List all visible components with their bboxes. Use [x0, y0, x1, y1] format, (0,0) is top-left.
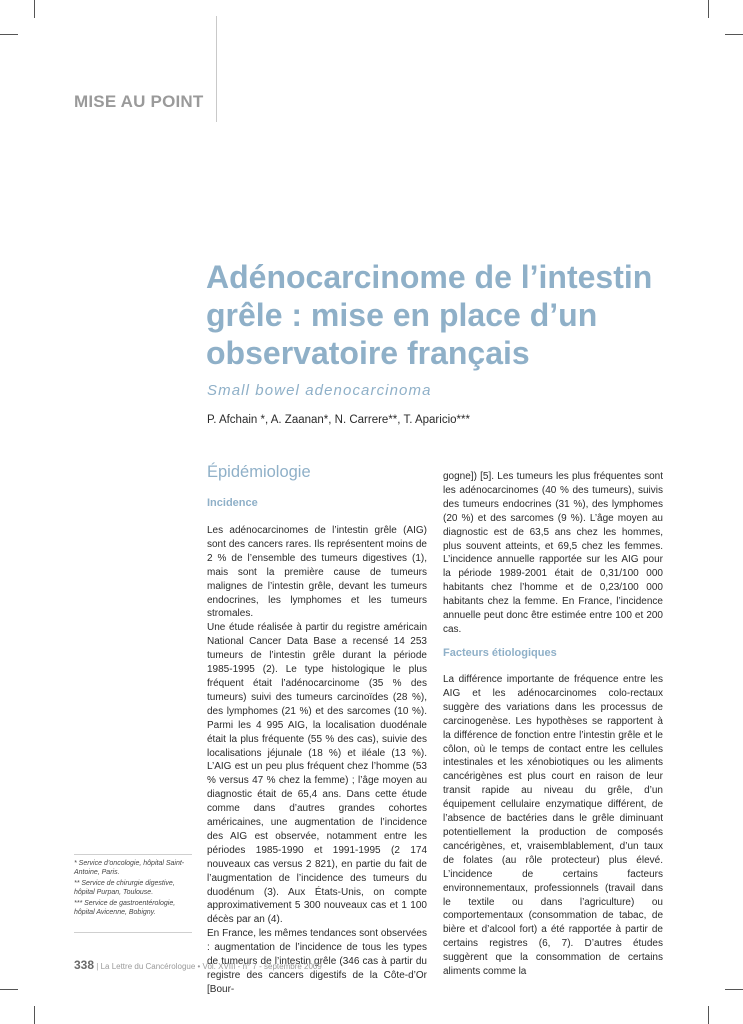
article-title: Adénocarcinome de l’intestin grêle : mise en place d’un observatoire français	[206, 259, 653, 371]
author-list: P. Afchain *, A. Zaanan*, N. Carrere**, T. Aparicio***	[207, 414, 470, 426]
crop-mark-bottom-right-h	[725, 989, 743, 990]
section-heading: Épidémiologie	[207, 463, 311, 481]
header-vertical-rule	[216, 16, 217, 122]
crop-mark-top-left-v	[34, 0, 35, 18]
paragraph: gogne]) [5]. Les tumeurs les plus fréquentes sont les adénocarcinomes (40 % des tumeurs), suivis des tumeurs endocrines (31 %), des lymphomes (20 %) et des sarcomes (9 %). L’âge moyen au diagnostic est de 63,5 ans chez les hommes, plus souvent atteints, et 69,5 chez les femmes. L’incidence annuelle rapportée sur les AIG pour la période 1989-2001 était de 0,31/100 000 habitants chez l’homme et de 0,23/100 000 habitants chez la femme. En France, l’incidence annuelle peut donc être estimée entre 100 et 200 cas.	[443, 471, 663, 635]
crop-mark-top-left-h	[0, 34, 18, 35]
page-footer	[74, 958, 322, 972]
body-column-right	[443, 470, 663, 637]
crop-mark-bottom-left-v	[34, 1006, 35, 1024]
footnote: * Service d’oncologie, hôpital Saint-Antoine, Paris.	[74, 860, 185, 876]
paragraph: Une étude réalisée à partir du registre américain National Cancer Data Base a recensé 14 253 tumeurs de l’intestin grêle durant la période 1985-1995 (2). Le type histologique le plus fréquent était l’adénocarcinome (35 % des tumeurs) suivi des tumeurs carcinoïdes (28 %), des lymphomes (21 %) et des sarcomes (10 %). Parmi les 4 995 AIG, la localisation duodénale était la plus fréquente (55 % des cas), suivie des localisations jéjunale (18 %) et iléale (13 %). L’AIG est un peu plus fréquent chez l’homme (53 % versus 47 % chez la femme) ; l’âge moyen au diagnostic était de 65,4 ans. Dans cette étude comme dans d’autres grandes cohortes américaines, une augmentation de l’incidence des AIG est observée, notamment entre les périodes 1985-1990 et 1991-1995 (2 174 nouveaux cas versus 2 821), en partie du fait de l’augmentation de l’incidence des tumeurs du duodénum (3). Aux États-Unis, on compte approximativement 5 300 nouveaux cas et 1 100 décès par an (4).	[207, 622, 427, 926]
journal-citation: | La Lettre du Cancérologue • Vol. XVIII - n° 7 - septembre 2009	[96, 962, 322, 971]
paragraph: En France, les mêmes tendances sont observées : augmentation de l’incidence de tous les types de tumeurs de l’intestin grêle (346 cas à partir du registre des cancers digestifs de la Côte-d’Or [Bour-	[207, 928, 427, 995]
body-column-right-continued	[443, 673, 663, 979]
subheading-incidence: Incidence	[207, 497, 258, 509]
affiliation-footnotes	[74, 860, 192, 921]
section-label: MISE AU POINT	[74, 92, 204, 111]
body-column-left	[207, 524, 427, 997]
article-subtitle: Small bowel adenocarcinoma	[207, 382, 432, 399]
footnote: *** Service de gastroentérologie, hôpital Avicenne, Bobigny.	[74, 900, 176, 916]
paragraph: La différence importante de fréquence entre les AIG et les adénocarcinomes colo-rectaux suggère des variations dans les processus de carcinogenèse. Les hypothèses se rapportent à la différence de fonction entre l’intestin grêle et le côlon, où le temps de contact entre les cellules intestinales et les xénobiotiques ou les aliments cancérigènes est plus court en raison de leur transit rapide au niveau du grêle, d’un équipement cellulaire enzymatique différent, de l’absence de bactéries dans le grêle diminuant potentiellement la production de composés cancérigènes, et, vraisemblablement, d’un taux de folates (au rôle protecteur) plus élevé. L’incidence de certains facteurs environnementaux, professionnels (travail dans le textile ou dans l’agriculture) ou comportementaux (consommation de tabac, de bière et d’alcool fort) a été rapportée à partir de certains registres (6, 7). D’autres études suggèrent que la consommation de certains aliments comme la	[443, 674, 663, 978]
footnote-rule-bottom	[74, 932, 192, 933]
crop-mark-bottom-right-v	[708, 1006, 709, 1024]
crop-mark-top-right-v	[708, 0, 709, 18]
crop-mark-top-right-h	[725, 34, 743, 35]
crop-mark-bottom-left-h	[0, 989, 18, 990]
paragraph: Les adénocarcinomes de l’intestin grêle (AIG) sont des cancers rares. Ils représentent moins de 2 % de l’ensemble des tumeurs digestives (1), mais sont la première cause de tumeurs malignes de l’intestin grêle, devant les tumeurs endocrines, les lymphomes et les tumeurs stromales.	[207, 525, 427, 620]
footnote: ** Service de chirurgie digestive, hôpital Purpan, Toulouse.	[74, 880, 175, 896]
page-number: 338	[74, 958, 95, 972]
footnote-rule-top	[74, 854, 192, 855]
subheading-facteurs: Facteurs étiologiques	[443, 647, 557, 659]
